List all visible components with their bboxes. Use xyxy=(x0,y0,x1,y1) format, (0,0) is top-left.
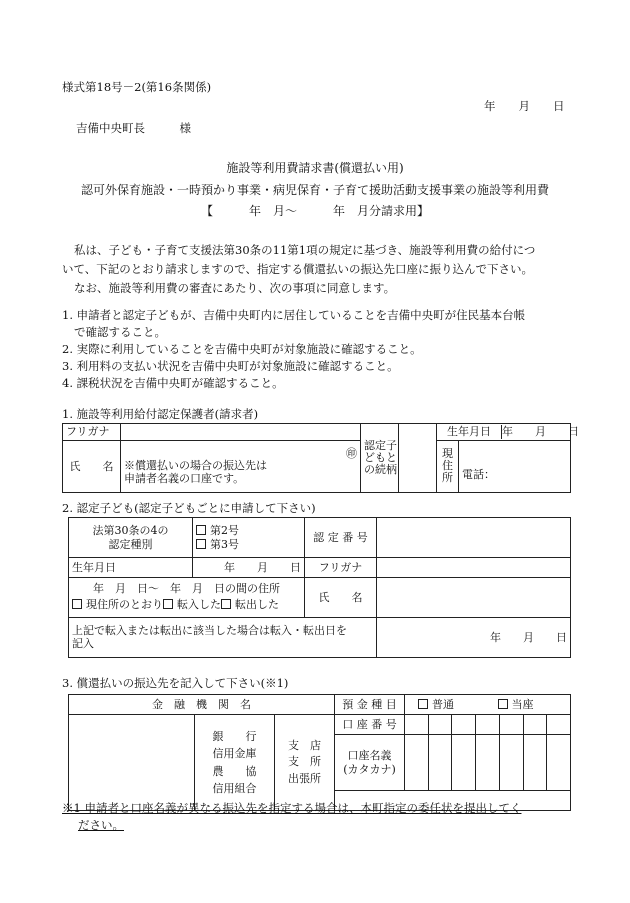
para2: なお、施設等利用費の審査にあたり、次の事項に同意します。 xyxy=(74,281,396,295)
consent-item-2: 2. 実際に利用していることを吉備中央町が対象施設に確認すること。 xyxy=(62,342,422,356)
branch-types: 支 店 支 所 出張所 xyxy=(275,715,335,811)
move-note: 上記で転入または転出に該当した場合は転入・転出日を 記入 xyxy=(69,618,377,658)
addressee: 吉備中央町長 様 xyxy=(76,121,191,135)
consent-item-4: 4. 課税状況を吉備中央町が確認すること。 xyxy=(62,376,284,390)
bank-name-header: 金 融 機 関 名 xyxy=(69,695,335,715)
move-date-blank[interactable]: 年 月 日 xyxy=(377,618,571,658)
name-label: 氏 名 xyxy=(63,441,121,493)
guardian-birth-label: 生年月日 xyxy=(447,425,491,439)
checkbox-type3[interactable] xyxy=(196,539,206,549)
cert-type-options xyxy=(193,518,305,558)
deposit-type-label: 預 金 種 目 xyxy=(335,695,405,715)
account-holder-field[interactable] xyxy=(405,735,571,791)
current-label: 当座 xyxy=(511,697,534,711)
furigana-field[interactable] xyxy=(121,424,361,441)
checkbox-current[interactable] xyxy=(498,699,508,709)
relation-field[interactable] xyxy=(399,424,437,493)
date-blank: 年 月 日 xyxy=(484,99,565,113)
bank-note-line2: 申請者名義の口座です。 xyxy=(124,471,245,485)
checkbox-moved-in[interactable] xyxy=(163,599,173,609)
child-name-field[interactable] xyxy=(377,578,571,618)
moved-out-label: 転出した xyxy=(235,598,279,611)
child-furigana-field[interactable] xyxy=(377,558,571,578)
cert-no-label: 認 定 番 号 xyxy=(305,518,377,558)
phone-label: 電話： xyxy=(462,467,495,481)
cert-no-field[interactable] xyxy=(377,518,571,558)
para1-line1: 私は、子ども・子育て支援法第30条の11第1項の規定に基づき、施設等利用費の給付につ xyxy=(74,243,536,257)
checkbox-same-address[interactable] xyxy=(72,599,82,609)
para1-line2: いて、下記のとおり請求しますので、指定する償還払いの振込先口座に振り込んで下さい。 xyxy=(62,262,534,276)
guardian-birth-blank[interactable]: 年 月 日 xyxy=(502,425,579,439)
bank-note-line1: ※償還払いの場合の振込先は xyxy=(124,459,267,473)
consent-item-1: 1. 申請者と認定子どもが、吉備中央町内に居住していることを吉備中央町が住民基本台帳 xyxy=(62,308,526,322)
relation-label: 認定子 どもと の続柄 xyxy=(361,424,399,493)
seal-mark: ㊞ xyxy=(346,446,357,460)
checkbox-ordinary[interactable] xyxy=(418,699,428,709)
child-name-label: 氏 名 xyxy=(305,578,377,618)
furigana-label: フリガナ xyxy=(63,424,121,441)
section3-heading: 3. 償還払いの振込先を記入して下さい(※1) xyxy=(62,676,289,690)
account-no-label: 口 座 番 号 xyxy=(335,715,405,735)
child-birth-label: 生年月日 xyxy=(69,558,193,578)
same-address-label: 現住所のとおり xyxy=(86,598,163,611)
guardian-table xyxy=(62,423,579,493)
child-table xyxy=(68,517,571,658)
period-text: 年 月 日～ 年 月 日の間の住所 xyxy=(93,582,280,596)
account-holder-label: 口座名義 (カタカナ) xyxy=(335,735,405,791)
doc-title: 施設等利用費請求書(償還払い用) xyxy=(226,161,404,175)
account-no-field[interactable] xyxy=(405,715,571,735)
cert-type-3[interactable]: 第3号 xyxy=(196,538,301,552)
checkbox-moved-out[interactable] xyxy=(221,599,231,609)
form-number: 様式第18号－2(第16条関係) xyxy=(62,80,212,94)
address-label: 現 住 所 xyxy=(437,441,459,493)
address-field[interactable] xyxy=(459,441,571,493)
bank-table xyxy=(68,694,571,811)
deposit-type-options xyxy=(405,695,571,715)
section1-heading: 1. 施設等利用給付認定保護者(請求者) xyxy=(62,407,259,421)
cert-type-2[interactable]: 第2号 xyxy=(196,524,301,538)
footnote-line1: ※1 申請者と口座名義が異なる振込先を指定する場合は、本町指定の委任状を提出してく xyxy=(62,801,522,815)
consent-item-3: 3. 利用料の支払い状況を吉備中央町が対象施設に確認すること。 xyxy=(62,359,399,373)
institution-types: 銀 行 信用金庫 農 協 信用組合 xyxy=(195,715,275,811)
child-furigana-label: フリガナ xyxy=(305,558,377,578)
checkbox-type2[interactable] xyxy=(196,525,206,535)
footnote-line2: ださい。 xyxy=(78,818,124,832)
law-label: 法第30条の4の 認定種別 xyxy=(69,518,193,558)
name-field[interactable] xyxy=(121,441,361,493)
consent-item-1-cont: で確認すること。 xyxy=(74,325,166,339)
doc-subtitle: 認可外保育施設・一時預かり事業・病児保育・子育て援助活動支援事業の施設等利用費 xyxy=(80,183,549,197)
moved-in-label: 転入した xyxy=(177,598,221,611)
section2-heading: 2. 認定子ども(認定子どもごとに申請して下さい) xyxy=(62,501,316,515)
doc-period: 【 年 月～ 年 月分請求用】 xyxy=(200,204,429,218)
residence-period xyxy=(69,578,305,618)
birth-row xyxy=(437,424,579,441)
child-birth-blank[interactable]: 年 月 日 xyxy=(193,558,305,578)
ordinary-label: 普通 xyxy=(432,697,455,711)
bank-name-field[interactable] xyxy=(69,715,195,811)
